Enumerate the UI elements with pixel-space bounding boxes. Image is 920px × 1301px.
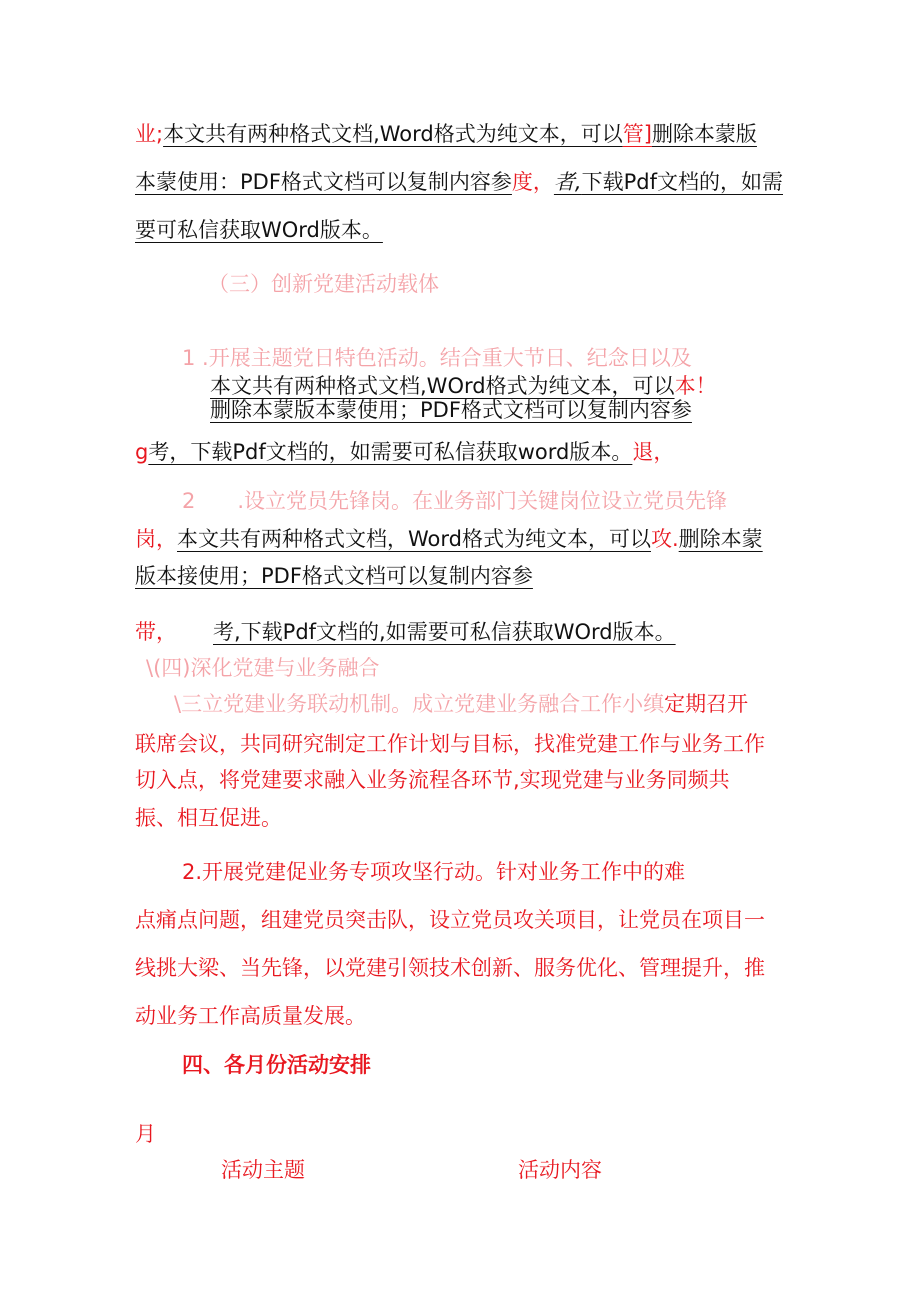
text-segment: 退， (632, 440, 675, 464)
paragraph-2-line-3 (135, 562, 533, 590)
text-line-1 (135, 120, 757, 148)
text-segment: 度， (511, 170, 554, 194)
paragraph-3-line-4: 振、相互促进。 (135, 806, 282, 830)
paragraph-4-line-1: 2.开展党建促业务专项攻坚行动。针对业务工作中的难 (182, 860, 686, 884)
section-4-heading: 四、各月份活动安排 (182, 1053, 371, 1077)
watermark-note: 本文共有两种格式文档，Word格式为纯文本，可以 (177, 527, 651, 551)
text-segment: 管] (622, 122, 652, 146)
text-segment: 业; (135, 122, 164, 146)
watermark-note: 本文共有两种格式文档,WOrd格式为纯文本，可以 (210, 374, 675, 398)
text-segment: 者, (553, 170, 582, 194)
paragraph-2-line-4 (135, 618, 676, 646)
section-heading-4: \(四)深化党建与业务融合 (146, 656, 380, 680)
watermark-note: 删除本蒙版 (651, 122, 757, 146)
paragraph-1-line-3 (210, 396, 692, 424)
table-header-theme: 活动主题 (221, 1158, 305, 1182)
watermark-note: 删除本蒙 (678, 527, 763, 551)
paragraph-3-line-1 (174, 690, 748, 718)
table-header-content: 活动内容 (518, 1158, 602, 1182)
watermark-note: 删除本蒙版本蒙使用；PDF格式文档可以复制内容参 (210, 398, 692, 422)
paragraph-4-line-2: 点痛点问题，组建党员突击队，设立党员攻关项目，让党员在项目一 (135, 908, 765, 932)
text-line-2 (135, 168, 783, 196)
paragraph-2-line-2 (135, 525, 763, 553)
watermark-note: 本文共有两种格式文档,Word格式为纯文本，可以 (163, 122, 623, 146)
text-segment: 本！ (674, 374, 717, 398)
text-line-3 (135, 216, 383, 244)
paragraph-3-line-3: 切入点，将党建要求融入业务流程各环节,实现党建与业务同频共 (135, 768, 730, 792)
watermark-note: 本蒙使用：PDF格式文档可以复制内容参 (135, 170, 512, 194)
text-segment: 岗， (135, 527, 177, 551)
paragraph-3-line-2: 联席会议，共同研究制定工作计划与目标，找准党建工作与业务工作 (135, 732, 765, 756)
paragraph-4-line-3: 线挑大梁、当先锋，以党建引领技术创新、服务优化、管理提升，推 (135, 956, 765, 980)
watermark-note: 下载Pdf文档的，如需 (581, 170, 783, 194)
table-month-label: 月 (135, 1122, 156, 1146)
text-segment: g (135, 440, 149, 464)
text-segment: 带， (135, 620, 177, 644)
watermark-note: 版本接使用；PDF格式文档可以复制内容参 (135, 564, 533, 588)
watermark-note: 考，下载Pdf文档的，如需要可私信获取word版本。 (148, 440, 633, 464)
paragraph-1-line-4 (135, 438, 674, 466)
watermark-note: 考,下载Pdf文档的,如需要可私信获取WOrd版本。 (213, 620, 676, 644)
text-segment: 定期召开 (664, 692, 749, 716)
text-segment: \三立党建业务联动机制。成立党建业务融合工作小缜 (174, 692, 665, 716)
paragraph-4-line-4: 动业务工作高质量发展。 (135, 1004, 366, 1028)
section-heading-3: （三）创新党建活动载体 (208, 272, 439, 296)
paragraph-1-title: 1 .开展主题党日特色活动。结合重大节日、纪念日以及 (182, 346, 692, 370)
watermark-note: 要可私信获取WOrd版本。 (135, 218, 383, 242)
text-segment: 攻. (650, 527, 679, 551)
paragraph-2-title: 2 .设立党员先锋岗。在业务部门关键岗位设立党员先锋 (182, 489, 728, 513)
